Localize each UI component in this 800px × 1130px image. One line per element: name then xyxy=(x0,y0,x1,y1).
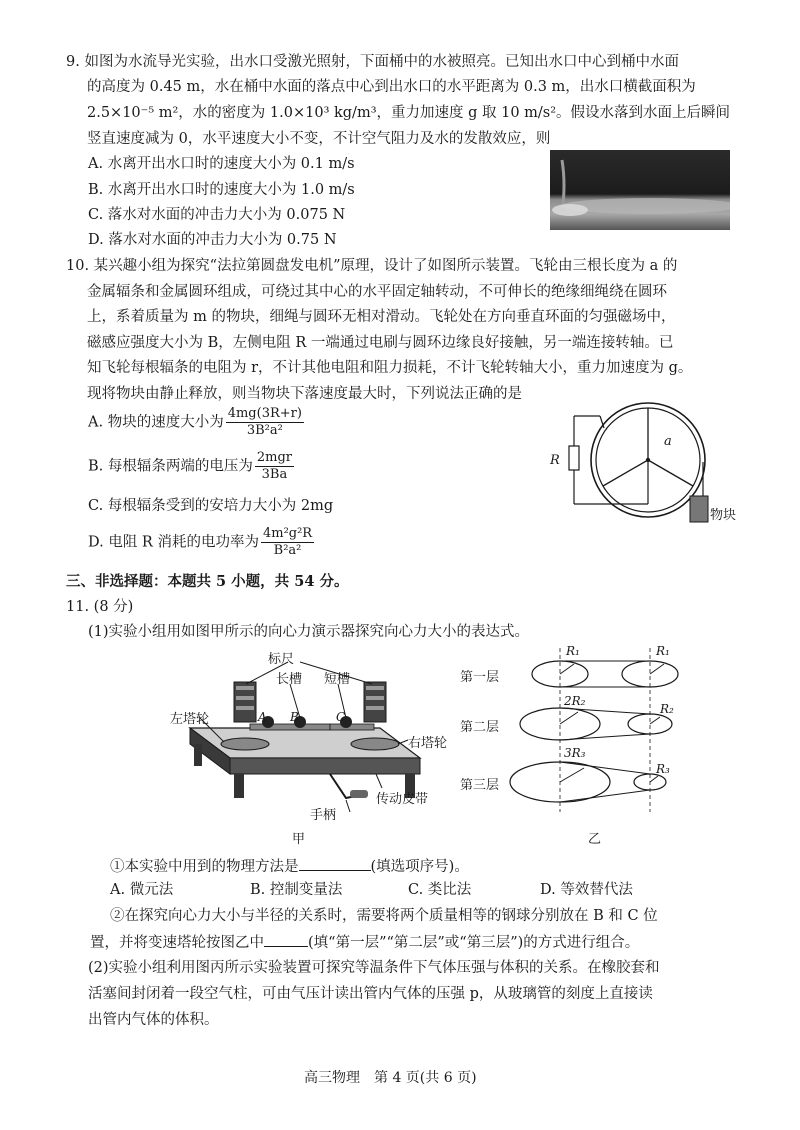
q10-line-5: 知飞轮每根辐条的电阻为 r，不计其他电阻和阻力损耗，不计飞轮转轴大小，重力加速度为 g。 xyxy=(87,360,693,376)
q11-option-d: D. 等效替代法 xyxy=(540,882,633,898)
q10-line-4: 磁感应强度大小为 B，左侧电阻 R 一端通过电刷与圆环边缘良好接触，另一端连接转轴。已 xyxy=(87,335,674,351)
q9-line-2: 的高度为 0.45 m，水在桶中水面的落点中心到出水口的水平距离为 0.3 m，出水口横截面积为 xyxy=(87,79,696,95)
label-position-a: A xyxy=(258,710,267,724)
caption-yi: 乙 xyxy=(588,832,602,847)
apparatus-figure-jia xyxy=(150,648,470,848)
q11-part2-line-3: 出管内气体的体积。 xyxy=(88,1012,219,1028)
label-handle: 手柄 xyxy=(310,808,337,823)
q11-part1-intro: (1)实验小组用如图甲所示的向心力演示器探究向心力大小的表达式。 xyxy=(88,624,530,640)
radius-3-left: 3R₃ xyxy=(564,746,586,760)
q10-option-d: D. 电阻 R 消耗的电功率为 $\frac{\text{4m²g²R}}{\text{B²a²}}$ xyxy=(88,526,313,558)
label-left-tower-wheel: 左塔轮 xyxy=(170,712,210,727)
layer-1-label: 第一层 xyxy=(460,670,500,685)
q10-line-3: 上，系着质量为 m 的物块，细绳与圆环无相对滑动。飞轮处在方向垂直环面的匀强磁场中， xyxy=(87,309,676,325)
q9-option-c: C. 落水对水面的冲击力大小为 0.075 N xyxy=(88,207,346,223)
q11-option-b: B. 控制变量法 xyxy=(250,882,343,898)
q11-option-a: A. 微元法 xyxy=(110,882,174,898)
layer-2-label: 第二层 xyxy=(460,720,500,735)
flywheel-figure xyxy=(540,400,760,530)
label-long-slot: 长槽 xyxy=(276,672,303,687)
radius-1-right: R₁ xyxy=(656,644,670,658)
q11-part2-line-2: 活塞间封闭着一段空气柱，可由气压计读出管内气体的压强 p，从玻璃管的刻度上直接读 xyxy=(88,986,653,1002)
layer-3-label: 第三层 xyxy=(460,778,500,793)
label-drive-belt: 传动皮带 xyxy=(376,792,429,807)
water-light-photo xyxy=(550,150,730,230)
radius-2-left: 2R₂ xyxy=(564,694,586,708)
page-footer: 高三物理 第 4 页(共 6 页) xyxy=(304,1070,477,1086)
q11-head: 11. (8 分) xyxy=(66,599,134,615)
label-position-c: C xyxy=(336,710,346,724)
q10-line-2: 金属辐条和金属圆环组成，可绕过其中心的水平固定轴转动，不可伸长的绝缘细绳绕在圆环 xyxy=(87,284,667,300)
q11-part2-line-1: (2)实验小组利用图丙所示实验装置可探究等温条件下气体压强与体积的关系。在橡胶套和 xyxy=(88,960,660,976)
caption-jia: 甲 xyxy=(292,832,306,847)
q11-sub1: ①本实验中用到的物理方法是 (填选项序号)。 xyxy=(110,856,469,877)
q11-sub2-line-1: ②在探究向心力大小与半径的关系时，需要将两个质量相等的钢球分别放在 B 和 C 位 xyxy=(110,908,658,924)
label-position-b: B xyxy=(290,710,299,724)
label-ruler: 标尺 xyxy=(268,652,295,667)
q10-line-1: 10. 某兴趣小组为探究“法拉第圆盘发电机”原理，设计了如图所示装置。飞轮由三根长度为 a 的 xyxy=(66,258,678,274)
q11-sub2-line-2: 置，并将变速塔轮按图乙中 (填“第一层”“第二层”或“第三层”)的方式进行组合。 xyxy=(90,932,639,953)
resistor-label: R xyxy=(550,453,560,468)
q10-line-6: 现将物块由静止释放，则当物块下落速度最大时，下列说法正确的是 xyxy=(87,386,522,402)
q9-option-a: A. 水离开出水口时的速度大小为 0.1 m/s xyxy=(88,156,355,172)
label-short-slot: 短槽 xyxy=(324,672,351,687)
tower-wheel-figure-yi xyxy=(460,642,710,847)
radius-2-right: R₂ xyxy=(660,702,674,716)
radius-1-left: R₁ xyxy=(566,644,580,658)
q9-option-d: D. 落水对水面的冲击力大小为 0.75 N xyxy=(88,232,337,248)
q9-option-b: B. 水离开出水口时的速度大小为 1.0 m/s xyxy=(88,182,355,198)
answer-blank-1[interactable] xyxy=(299,856,371,871)
block-label: 物块 xyxy=(710,508,737,523)
q10-option-c: C. 每根辐条受到的安培力大小为 2mg xyxy=(88,498,334,514)
q11-option-c: C. 类比法 xyxy=(408,882,472,898)
section-title: 三、非选择题：本题共 5 小题，共 54 分。 xyxy=(66,573,349,590)
spoke-length-label: a xyxy=(664,434,672,449)
answer-blank-2[interactable] xyxy=(264,932,308,947)
q9-line-4: 竖直速度减为 0，水平速度大小不变，不计空气阻力及水的发散效应，则 xyxy=(87,131,551,147)
radius-3-right: R₃ xyxy=(656,762,670,776)
label-right-tower-wheel: 右塔轮 xyxy=(408,736,448,751)
q9-line-3: 2.5×10⁻⁵ m²，水的密度为 1.0×10³ kg/m³，重力加速度 g 取 10 m/s²。假设水落到水面上后瞬间 xyxy=(87,105,731,121)
q9-line-1: 9. 如图为水流导光实验，出水口受激光照射，下面桶中的水被照亮。已知出水口中心到桶中水面 xyxy=(66,54,679,70)
q10-option-b: B. 每根辐条两端的电压为 $\frac{\text{2mgr}}{3Ba}$ xyxy=(88,450,293,482)
q10-option-a: A. 物块的速度大小为 $\frac{4mg(3R+r)}{\text{3B²a²}}$ xyxy=(88,406,302,438)
